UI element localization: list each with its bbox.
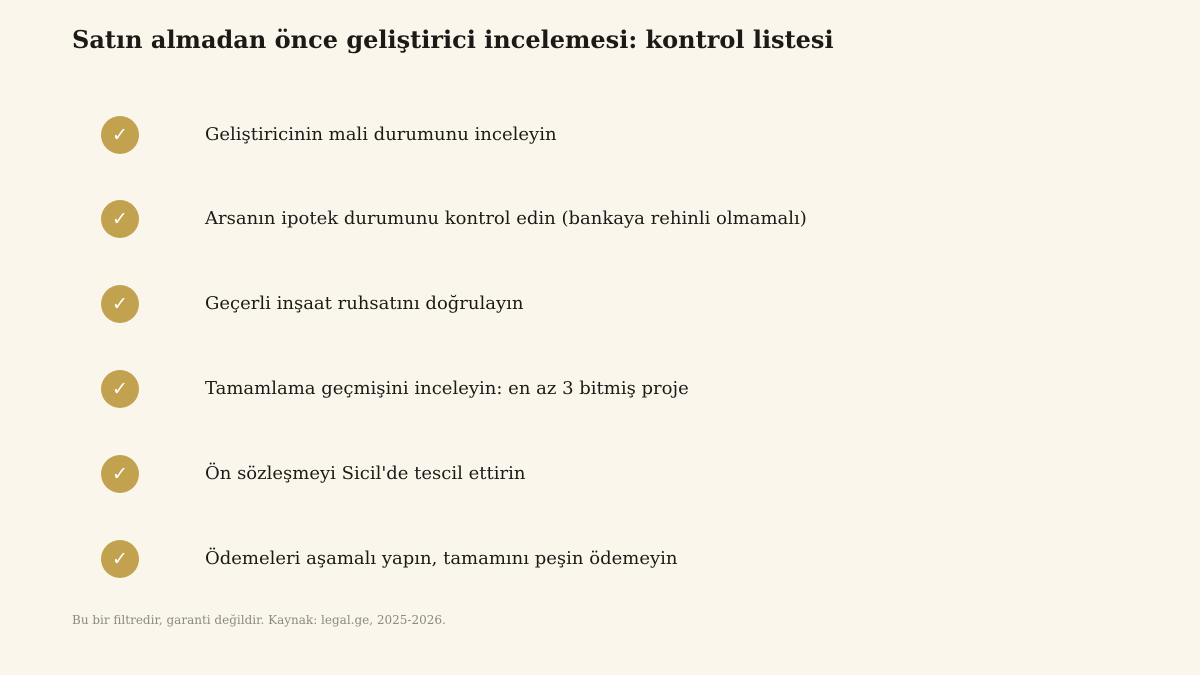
- checklist-item-label: Geliştiricinin mali durumunu inceleyin: [205, 124, 557, 145]
- checklist-item: [0, 539, 1200, 579]
- checklist-item-label: Tamamlama geçmişini inceleyin: en az 3 bitmiş proje: [205, 378, 689, 399]
- check-circle-icon: ✓: [101, 200, 139, 238]
- checklist-item-label: Ön sözleşmeyi Sicil'de tescil ettirin: [205, 463, 526, 484]
- check-circle-icon: ✓: [101, 455, 139, 493]
- checklist-item-label: Arsanın ipotek durumunu kontrol edin (bankaya rehinli olmamalı): [205, 208, 807, 229]
- check-circle-icon: ✓: [101, 370, 139, 408]
- check-circle-icon: ✓: [101, 116, 139, 154]
- check-circle-icon: ✓: [101, 540, 139, 578]
- page-title: Satın almadan önce geliştirici incelemesi: kontrol listesi: [72, 25, 834, 54]
- checklist-item: [0, 115, 1200, 155]
- source-footnote: Bu bir filtredir, garanti değildir. Kaynak: legal.ge, 2025-2026.: [72, 613, 446, 627]
- checklist-item-label: Geçerli inşaat ruhsatını doğrulayın: [205, 293, 524, 314]
- checklist-item: [0, 284, 1200, 324]
- checklist-item-label: Ödemeleri aşamalı yapın, tamamını peşin ödemeyin: [205, 548, 678, 569]
- checklist-item: [0, 199, 1200, 239]
- check-circle-icon: ✓: [101, 285, 139, 323]
- checklist-item: [0, 454, 1200, 494]
- checklist-item: [0, 369, 1200, 409]
